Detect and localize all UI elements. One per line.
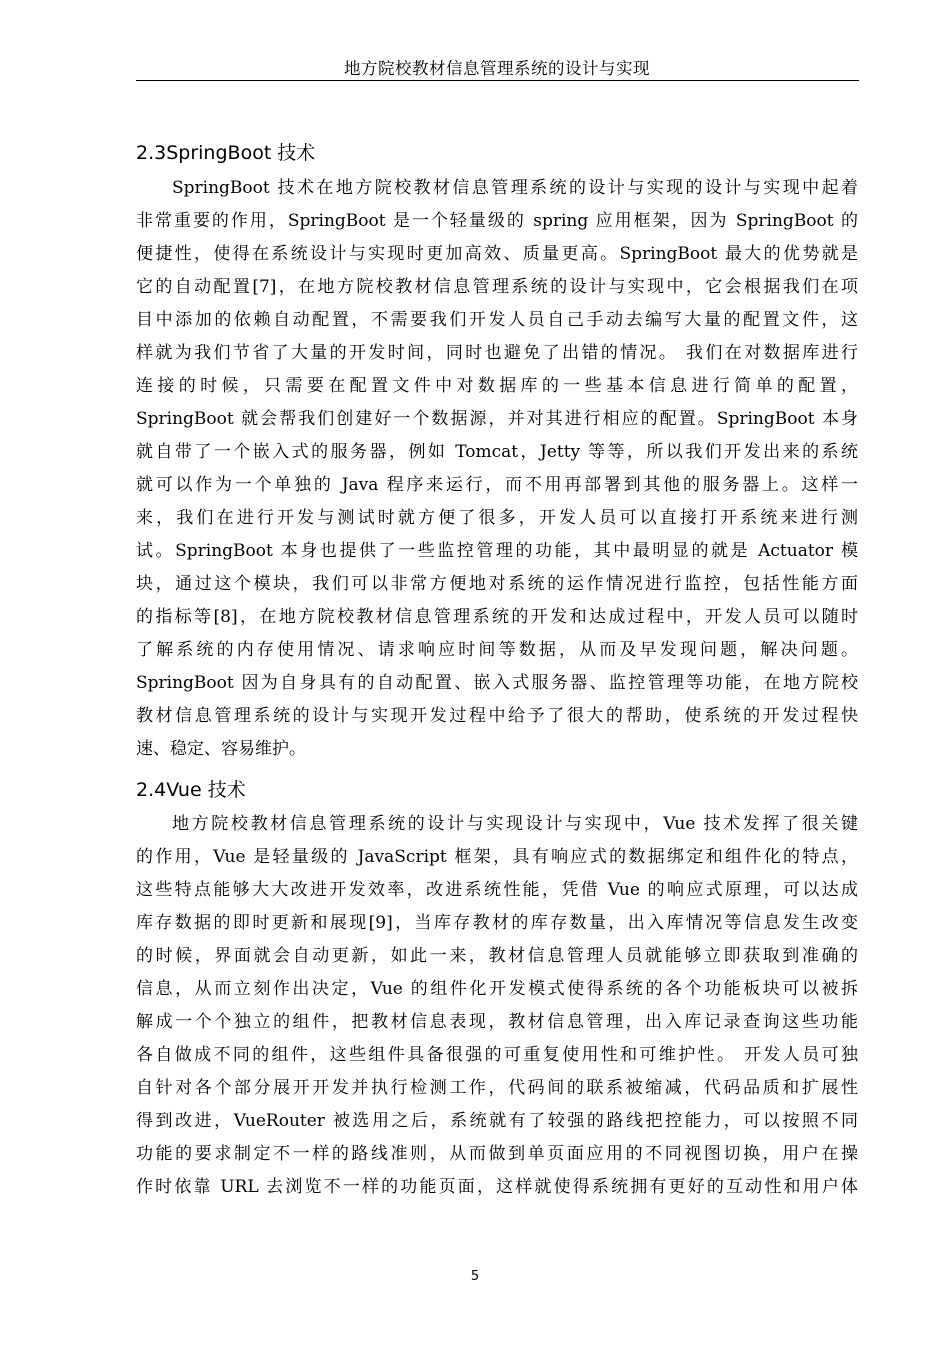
- text-line: 信息，从而立刻作出决定，Vue 的组件化开发模式使得系统的各个功能板块可以被拆: [136, 979, 858, 999]
- text-line: 教材信息管理系统的设计与实现开发过程中给予了很大的帮助，使系统的开发过程快: [136, 706, 858, 726]
- text-line: SpringBoot 因为自身具有的自动配置、嵌入式服务器、监控管理等功能，在地方院校: [136, 673, 858, 693]
- text-line: SpringBoot 技术在地方院校教材信息管理系统的设计与实现的设计与实现中起着: [172, 178, 858, 198]
- text-line: 的作用，Vue 是轻量级的 JavaScript 框架，具有响应式的数据绑定和组件化的特点，: [136, 847, 858, 867]
- text-line: 连接的时候，只需要在配置文件中对数据库的一些基本信息进行简单的配置，: [136, 376, 858, 396]
- text-line: 来，我们在进行开发与测试时就方便了很多，开发人员可以直接打开系统来进行测: [136, 508, 858, 528]
- text-line: 它的自动配置[7]，在地方院校教材信息管理系统的设计与实现中，它会根据我们在项: [136, 277, 858, 297]
- section-heading-vue: 2.4Vue 技术: [136, 779, 246, 801]
- text-line: 便捷性，使得在系统设计与实现时更加高效、质量更高。SpringBoot 最大的优势就是: [136, 244, 858, 264]
- paragraph-vue: [136, 808, 858, 1204]
- text-line: 的时候，界面就会自动更新，如此一来，教材信息管理人员就能够立即获取到准确的: [136, 946, 858, 966]
- text-line: 各自做成不同的组件，这些组件具备很强的可重复使用性和可维护性。 开发人员可独: [136, 1045, 858, 1065]
- text-line: 自针对各个部分展开开发并执行检测工作，代码间的联系被缩减，代码品质和扩展性: [136, 1078, 858, 1098]
- text-line: 就可以作为一个单独的 Java 程序来运行，而不用再部署到其他的服务器上。这样一: [136, 475, 858, 495]
- text-line: 解成一个个独立的组件，把教材信息表现，教材信息管理，出入库记录查询这些功能: [136, 1012, 858, 1032]
- text-line: 就自带了一个嵌入式的服务器，例如 Tomcat，Jetty 等等，所以我们开发出来的系统: [136, 442, 858, 462]
- text-line: 的指标等[8]，在地方院校教材信息管理系统的开发和达成过程中，开发人员可以随时: [136, 607, 858, 627]
- text-line: 得到改进，VueRouter 被选用之后，系统就有了较强的路线把控能力，可以按照不同: [136, 1111, 858, 1131]
- text-line: 作时依靠 URL 去浏览不一样的功能页面，这样就使得系统拥有更好的互动性和用户体: [136, 1177, 858, 1197]
- text-line: SpringBoot 就会帮我们创建好一个数据源，并对其进行相应的配置。SpringBoot 本身: [136, 409, 858, 429]
- text-line: 目中添加的依赖自动配置，不需要我们开发人员自己手动去编写大量的配置文件，这: [136, 310, 858, 330]
- text-line: 这些特点能够大大改进开发效率，改进系统性能，凭借 Vue 的响应式原理，可以达成: [136, 880, 858, 900]
- text-line: 功能的要求制定不一样的路线准则，从而做到单页面应用的不同视图切换，用户在操: [136, 1144, 858, 1164]
- text-line: 试。SpringBoot 本身也提供了一些监控管理的功能，其中最明显的就是 Actuator 模: [136, 541, 858, 561]
- text-line: 非常重要的作用，SpringBoot 是一个轻量级的 spring 应用框架，因为 SpringBoot 的: [136, 211, 858, 231]
- text-line: 地方院校教材信息管理系统的设计与实现设计与实现中，Vue 技术发挥了很关键: [172, 814, 858, 834]
- header-rule: [136, 80, 859, 81]
- text-line: 了解系统的内存使用情况、请求响应时间等数据，从而及早发现问题，解决问题。: [136, 640, 858, 660]
- section-heading-springboot: 2.3SpringBoot 技术: [136, 142, 316, 164]
- paragraph-springboot: [136, 172, 858, 766]
- page-number: 5: [470, 1269, 480, 1284]
- text-line: 样就为我们节省了大量的开发时间，同时也避免了出错的情况。 我们在对数据库进行: [136, 343, 858, 363]
- text-line: 块，通过这个模块，我们可以非常方便地对系统的运作情况进行监控，包括性能方面: [136, 574, 858, 594]
- text-line: 速、稳定、容易维护。: [136, 739, 306, 759]
- running-header: 地方院校教材信息管理系统的设计与实现: [344, 59, 650, 78]
- text-line: 库存数据的即时更新和展现[9]，当库存教材的库存数量，出入库情况等信息发生改变: [136, 913, 858, 933]
